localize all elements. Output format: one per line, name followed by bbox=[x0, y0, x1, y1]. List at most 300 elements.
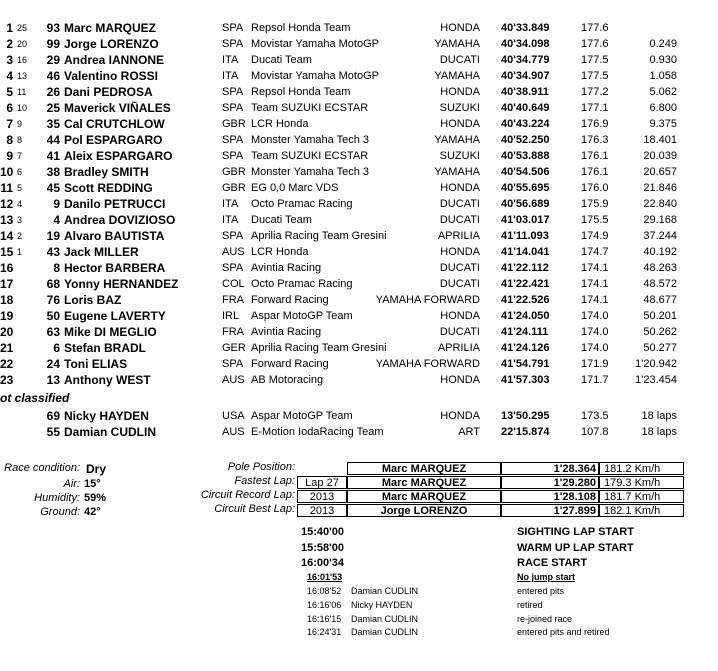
avg-speed: 177.6 bbox=[581, 22, 609, 34]
total-time: 40'52.250 bbox=[501, 134, 550, 146]
avg-speed: 177.5 bbox=[581, 70, 609, 82]
nation: SPA bbox=[222, 262, 244, 274]
gap: 20.657 bbox=[643, 166, 677, 178]
team-name: Movistar Yamaha MotoGP bbox=[251, 70, 379, 82]
nation: AUS bbox=[222, 246, 245, 258]
rider-number: 45 bbox=[46, 181, 60, 195]
result-row bbox=[0, 324, 718, 340]
rider-number: 26 bbox=[46, 85, 60, 99]
grid-position: 13 bbox=[17, 71, 28, 81]
nation: SPA bbox=[222, 22, 244, 34]
position: 6 bbox=[6, 101, 13, 115]
rider-number: 35 bbox=[46, 117, 60, 131]
result-row bbox=[0, 340, 718, 356]
total-time: 41'24.050 bbox=[501, 310, 550, 322]
position: 4 bbox=[6, 69, 13, 83]
nation: COL bbox=[222, 278, 245, 290]
position: 3 bbox=[6, 53, 13, 67]
position: 5 bbox=[6, 85, 13, 99]
record-label: Circuit Best Lap: bbox=[214, 503, 295, 515]
event-description: entered pits and retired bbox=[517, 627, 610, 637]
event-description: RACE START bbox=[517, 557, 588, 569]
gap: 22.840 bbox=[643, 198, 677, 210]
manufacturer: HONDA bbox=[440, 246, 480, 258]
event-description: re-joined race bbox=[517, 614, 573, 624]
record-label: Pole Position: bbox=[227, 461, 295, 473]
nation: AUS bbox=[222, 426, 245, 438]
humidity-label: Humidity: bbox=[34, 492, 80, 504]
team-name: Repsol Honda Team bbox=[251, 22, 351, 34]
result-row bbox=[0, 100, 718, 116]
grid-position: 3 bbox=[17, 215, 23, 225]
position: 22 bbox=[0, 357, 14, 371]
grid-position: 5 bbox=[17, 183, 23, 193]
manufacturer: YAMAHA bbox=[434, 166, 480, 178]
nation: ITA bbox=[222, 198, 239, 210]
avg-speed: 174.9 bbox=[581, 230, 609, 242]
event-description: SIGHTING LAP START bbox=[517, 526, 634, 538]
manufacturer: SUZUKI bbox=[439, 150, 480, 162]
team-name: LCR Honda bbox=[251, 118, 309, 130]
result-row bbox=[0, 276, 718, 292]
nation: SPA bbox=[222, 102, 244, 114]
position: 12 bbox=[0, 197, 14, 211]
result-row bbox=[0, 20, 718, 36]
rider-number: 29 bbox=[46, 53, 60, 67]
team-name: AB Motoracing bbox=[251, 374, 324, 386]
not-classified-heading: ot classified bbox=[0, 391, 70, 405]
event-time: 16:16'06 bbox=[307, 600, 342, 610]
total-time: 40'54.506 bbox=[501, 166, 550, 178]
result-row bbox=[0, 116, 718, 132]
grid-position: 20 bbox=[17, 39, 28, 49]
rider-number: 41 bbox=[46, 149, 60, 163]
position: 19 bbox=[0, 309, 14, 323]
nation: SPA bbox=[222, 150, 244, 162]
team-name: Aspar MotoGP Team bbox=[251, 310, 353, 322]
avg-speed: 176.1 bbox=[581, 150, 609, 162]
avg-speed: 175.9 bbox=[581, 198, 609, 210]
rider-number: 19 bbox=[46, 229, 60, 243]
rider-number: 38 bbox=[46, 165, 60, 179]
position: 9 bbox=[6, 149, 13, 163]
manufacturer: APRILIA bbox=[437, 342, 480, 354]
event-rider: Damian CUDLIN bbox=[351, 627, 419, 637]
total-time: 40'43.224 bbox=[501, 118, 550, 130]
team-name: Forward Racing bbox=[251, 294, 329, 306]
rider-number: 24 bbox=[46, 357, 60, 371]
race-condition-value: Dry bbox=[86, 462, 107, 476]
rider-name: Nicky HAYDEN bbox=[64, 409, 149, 423]
rider-name: Valentino ROSSI bbox=[64, 69, 159, 83]
result-row bbox=[0, 228, 718, 244]
event-rider: Damian CUDLIN bbox=[351, 586, 419, 596]
nation: SPA bbox=[222, 134, 244, 146]
total-time: 40'53.888 bbox=[501, 150, 550, 162]
nation: ITA bbox=[222, 214, 239, 226]
nation: GER bbox=[222, 342, 246, 354]
rider-name: Damian CUDLIN bbox=[64, 425, 157, 439]
event-description: WARM UP LAP START bbox=[517, 542, 634, 554]
manufacturer: HONDA bbox=[440, 118, 480, 130]
record-speed: 182.1 Km/h bbox=[599, 504, 684, 517]
gap: 1'23.454 bbox=[635, 374, 677, 386]
record-time: 1'27.899 bbox=[501, 504, 599, 517]
gap: 6.800 bbox=[649, 102, 677, 114]
rider-number: 8 bbox=[53, 261, 60, 275]
manufacturer: ART bbox=[458, 426, 480, 438]
rider-name: Pol ESPARGARO bbox=[64, 133, 163, 147]
manufacturer: HONDA bbox=[440, 182, 480, 194]
grid-position: 7 bbox=[17, 151, 23, 161]
gap: 5.062 bbox=[649, 86, 677, 98]
gap: 21.846 bbox=[643, 182, 677, 194]
record-lap: 2013 bbox=[297, 490, 347, 503]
grid-position: 10 bbox=[17, 103, 28, 113]
nation: GBR bbox=[222, 118, 246, 130]
rider-name: Stefan BRADL bbox=[64, 341, 147, 355]
rider-number: 68 bbox=[46, 277, 60, 291]
nation: FRA bbox=[222, 294, 244, 306]
manufacturer: HONDA bbox=[440, 86, 480, 98]
event-time: 16:00'34 bbox=[301, 557, 344, 569]
gap: 0.249 bbox=[649, 38, 677, 50]
event-time: 16:24'31 bbox=[307, 627, 342, 637]
nation: GBR bbox=[222, 166, 246, 178]
manufacturer: DUCATI bbox=[439, 262, 480, 274]
total-time: 41'24.111 bbox=[501, 326, 549, 338]
rider-name: Danilo PETRUCCI bbox=[64, 197, 166, 211]
avg-speed: 177.1 bbox=[581, 102, 609, 114]
gap: 9.375 bbox=[649, 118, 677, 130]
nation: ITA bbox=[222, 54, 239, 66]
rider-number: 6 bbox=[53, 341, 60, 355]
team-name: Forward Racing bbox=[251, 358, 329, 370]
rider-name: Bradley SMITH bbox=[64, 165, 149, 179]
avg-speed: 171.7 bbox=[581, 374, 609, 386]
rider-number: 43 bbox=[46, 245, 60, 259]
team-name: Aspar MotoGP Team bbox=[251, 410, 353, 422]
manufacturer: SUZUKI bbox=[439, 102, 480, 114]
gap: 18 laps bbox=[641, 410, 677, 422]
result-row bbox=[0, 408, 718, 424]
result-row bbox=[0, 424, 718, 440]
team-name: Team SUZUKI ECSTAR bbox=[251, 150, 369, 162]
result-row bbox=[0, 36, 718, 52]
record-speed: 181.7 Km/h bbox=[599, 490, 684, 503]
nation: SPA bbox=[222, 86, 244, 98]
total-time: 40'34.779 bbox=[501, 54, 550, 66]
team-name: EG 0,0 Marc VDS bbox=[251, 182, 339, 194]
rider-name: Maverick VIÑALES bbox=[64, 101, 171, 115]
position: 23 bbox=[0, 373, 14, 387]
total-time: 41'03.017 bbox=[501, 214, 550, 226]
gap: 37.244 bbox=[643, 230, 677, 242]
record-speed: 179.3 Km/h bbox=[599, 476, 684, 489]
gap: 50.277 bbox=[643, 342, 677, 354]
grid-position: 25 bbox=[17, 23, 28, 33]
total-time: 41'14.041 bbox=[501, 246, 550, 258]
avg-speed: 174.1 bbox=[581, 294, 609, 306]
manufacturer: HONDA bbox=[440, 22, 480, 34]
nation: SPA bbox=[222, 358, 244, 370]
team-name: Monster Yamaha Tech 3 bbox=[251, 134, 370, 146]
rider-number: 99 bbox=[46, 37, 60, 51]
avg-speed: 174.0 bbox=[581, 342, 609, 354]
team-name: Avintia Racing bbox=[251, 262, 322, 274]
rider-name: Alvaro BAUTISTA bbox=[64, 229, 165, 243]
grid-position: 1 bbox=[17, 247, 23, 257]
record-rider: Marc MARQUEZ bbox=[347, 490, 501, 503]
result-row bbox=[0, 260, 718, 276]
avg-speed: 177.5 bbox=[581, 54, 609, 66]
gap: 18.401 bbox=[643, 134, 677, 146]
position: 20 bbox=[0, 325, 14, 339]
rider-name: Jorge LORENZO bbox=[64, 37, 159, 51]
position: 8 bbox=[6, 133, 13, 147]
rider-name: Cal CRUTCHLOW bbox=[64, 117, 165, 131]
total-time: 41'57.303 bbox=[501, 374, 550, 386]
rider-name: Yonny HERNANDEZ bbox=[64, 277, 179, 291]
team-name: Avintia Racing bbox=[251, 326, 322, 338]
result-row bbox=[0, 356, 718, 372]
result-row bbox=[0, 308, 718, 324]
gap: 48.677 bbox=[643, 294, 677, 306]
position: 1 bbox=[6, 21, 13, 35]
rider-number: 13 bbox=[46, 373, 60, 387]
result-row bbox=[0, 52, 718, 68]
total-time: 40'55.695 bbox=[501, 182, 550, 194]
team-name: Aprilia Racing Team Gresini bbox=[251, 342, 387, 354]
avg-speed: 176.1 bbox=[581, 166, 609, 178]
rider-name: Aleix ESPARGARO bbox=[64, 149, 173, 163]
position: 21 bbox=[0, 341, 14, 355]
humidity-value: 59% bbox=[84, 492, 107, 504]
position: 13 bbox=[0, 213, 14, 227]
avg-speed: 171.9 bbox=[581, 358, 609, 370]
avg-speed: 176.3 bbox=[581, 134, 609, 146]
event-time: 15:58'00 bbox=[301, 542, 344, 554]
result-row bbox=[0, 84, 718, 100]
ground-temp-label: Ground: bbox=[40, 506, 80, 518]
manufacturer: HONDA bbox=[440, 374, 480, 386]
result-row bbox=[0, 132, 718, 148]
grid-position: 4 bbox=[17, 199, 23, 209]
grid-position: 6 bbox=[17, 167, 23, 177]
grid-position: 2 bbox=[17, 231, 23, 241]
rider-name: Andrea DOVIZIOSO bbox=[64, 213, 176, 227]
gap: 50.201 bbox=[643, 310, 677, 322]
gap: 18 laps bbox=[641, 426, 677, 438]
grid-position: 9 bbox=[17, 119, 23, 129]
air-temp-value: 15° bbox=[84, 478, 101, 490]
manufacturer: DUCATI bbox=[439, 214, 480, 226]
nation: IRL bbox=[222, 310, 240, 322]
rider-name: Scott REDDING bbox=[64, 181, 153, 195]
total-time: 40'34.098 bbox=[501, 38, 550, 50]
avg-speed: 176.9 bbox=[581, 118, 609, 130]
team-name: Monster Yamaha Tech 3 bbox=[251, 166, 370, 178]
avg-speed: 173.5 bbox=[581, 410, 609, 422]
air-temp-label: Air: bbox=[63, 478, 80, 490]
result-row bbox=[0, 68, 718, 84]
gap: 40.192 bbox=[643, 246, 677, 258]
total-time: 40'38.911 bbox=[501, 86, 549, 98]
manufacturer: DUCATI bbox=[439, 54, 480, 66]
rider-name: Loris BAZ bbox=[64, 293, 122, 307]
rider-number: 4 bbox=[53, 213, 60, 227]
rider-name: Dani PEDROSA bbox=[64, 85, 153, 99]
total-time: 40'56.689 bbox=[501, 198, 550, 210]
total-time: 13'50.295 bbox=[501, 410, 550, 422]
gap: 1.058 bbox=[649, 70, 677, 82]
rider-number: 25 bbox=[46, 101, 60, 115]
manufacturer: YAMAHA bbox=[434, 134, 480, 146]
team-name: Aprilia Racing Team Gresini bbox=[251, 230, 387, 242]
rider-name: Toni ELIAS bbox=[64, 357, 128, 371]
position: 10 bbox=[0, 165, 14, 179]
record-speed: 181.2 Km/h bbox=[599, 462, 684, 475]
position: 7 bbox=[6, 117, 13, 131]
gap: 48.263 bbox=[643, 262, 677, 274]
total-time: 41'22.421 bbox=[501, 278, 550, 290]
gap: 0.930 bbox=[649, 54, 677, 66]
avg-speed: 174.0 bbox=[581, 310, 609, 322]
total-time: 40'40.649 bbox=[501, 102, 550, 114]
event-time: 16:01'53 bbox=[307, 572, 343, 582]
record-rider: Jorge LORENZO bbox=[347, 504, 501, 517]
position: 15 bbox=[0, 245, 14, 259]
result-row bbox=[0, 372, 718, 388]
grid-position: 16 bbox=[17, 55, 28, 65]
team-name: Octo Pramac Racing bbox=[251, 278, 353, 290]
team-name: Ducati Team bbox=[251, 54, 312, 66]
team-name: Octo Pramac Racing bbox=[251, 198, 353, 210]
avg-speed: 107.8 bbox=[581, 426, 609, 438]
rider-number: 46 bbox=[46, 69, 60, 83]
rider-name: Jack MILLER bbox=[64, 245, 139, 259]
event-time: 16:16'15 bbox=[307, 614, 342, 624]
nation: USA bbox=[222, 410, 245, 422]
record-rider: Marc MARQUEZ bbox=[347, 462, 501, 475]
result-row bbox=[0, 180, 718, 196]
manufacturer: YAMAHA FORWARD bbox=[375, 358, 480, 370]
record-label: Fastest Lap: bbox=[234, 475, 295, 487]
event-description: entered pits bbox=[517, 586, 565, 596]
nation: SPA bbox=[222, 230, 244, 242]
total-time: 41'24.126 bbox=[501, 342, 550, 354]
rider-number: 9 bbox=[53, 197, 60, 211]
manufacturer: APRILIA bbox=[437, 230, 480, 242]
gap: 29.168 bbox=[643, 214, 677, 226]
nation: GBR bbox=[222, 182, 246, 194]
event-rider: Nicky HAYDEN bbox=[351, 600, 413, 610]
grid-position: 11 bbox=[17, 87, 27, 97]
position: 17 bbox=[0, 277, 14, 291]
nation: FRA bbox=[222, 326, 244, 338]
gap: 1'20.942 bbox=[635, 358, 677, 370]
rider-number: 93 bbox=[46, 21, 60, 35]
rider-name: Andrea IANNONE bbox=[64, 53, 165, 67]
team-name: E-Motion IodaRacing Team bbox=[251, 426, 384, 438]
result-row bbox=[0, 148, 718, 164]
manufacturer: HONDA bbox=[440, 410, 480, 422]
position: 11 bbox=[0, 181, 13, 195]
result-row bbox=[0, 196, 718, 212]
position: 2 bbox=[6, 37, 13, 51]
result-row bbox=[0, 164, 718, 180]
event-description: No jump start bbox=[517, 572, 576, 582]
rider-name: Mike DI MEGLIO bbox=[64, 325, 157, 339]
gap: 50.262 bbox=[643, 326, 677, 338]
rider-number: 69 bbox=[46, 409, 60, 423]
total-time: 41'11.093 bbox=[501, 230, 549, 242]
manufacturer: YAMAHA bbox=[434, 70, 480, 82]
position: 16 bbox=[0, 261, 14, 275]
manufacturer: DUCATI bbox=[439, 198, 480, 210]
position: 14 bbox=[0, 229, 14, 243]
rider-name: Anthony WEST bbox=[64, 373, 151, 387]
total-time: 22'15.874 bbox=[501, 426, 550, 438]
event-time: 16:08'52 bbox=[307, 586, 342, 596]
record-lap: 2013 bbox=[297, 504, 347, 517]
ground-temp-value: 42° bbox=[84, 506, 101, 518]
team-name: Movistar Yamaha MotoGP bbox=[251, 38, 379, 50]
record-time: 1'28.108 bbox=[501, 490, 599, 503]
team-name: LCR Honda bbox=[251, 246, 309, 258]
manufacturer: YAMAHA bbox=[434, 38, 480, 50]
gap: 20.039 bbox=[643, 150, 677, 162]
record-time: 1'29.280 bbox=[501, 476, 599, 489]
rider-name: Eugene LAVERTY bbox=[64, 309, 166, 323]
avg-speed: 177.6 bbox=[581, 38, 609, 50]
result-row bbox=[0, 244, 718, 260]
avg-speed: 177.2 bbox=[581, 86, 609, 98]
event-rider: Damian CUDLIN bbox=[351, 614, 419, 624]
record-time: 1'28.364 bbox=[501, 462, 599, 475]
rider-number: 55 bbox=[46, 425, 60, 439]
total-time: 41'22.112 bbox=[501, 262, 549, 274]
team-name: Ducati Team bbox=[251, 214, 312, 226]
nation: ITA bbox=[222, 70, 239, 82]
record-label: Circuit Record Lap: bbox=[200, 489, 295, 501]
event-description: retired bbox=[517, 600, 543, 610]
team-name: Team SUZUKI ECSTAR bbox=[251, 102, 369, 114]
rider-number: 50 bbox=[46, 309, 60, 323]
manufacturer: YAMAHA FORWARD bbox=[375, 294, 480, 306]
team-name: Repsol Honda Team bbox=[251, 86, 351, 98]
avg-speed: 174.1 bbox=[581, 262, 609, 274]
avg-speed: 174.7 bbox=[581, 246, 609, 258]
race-condition-label: Race condition: bbox=[4, 462, 80, 474]
nation: SPA bbox=[222, 38, 244, 50]
record-lap: Lap 27 bbox=[297, 476, 347, 489]
grid-position: 8 bbox=[17, 135, 23, 145]
rider-name: Hector BARBERA bbox=[64, 261, 166, 275]
manufacturer: DUCATI bbox=[439, 326, 480, 338]
avg-speed: 176.0 bbox=[581, 182, 609, 194]
avg-speed: 175.5 bbox=[581, 214, 609, 226]
event-time: 15:40'00 bbox=[301, 526, 344, 538]
avg-speed: 174.1 bbox=[581, 278, 609, 290]
record-rider: Marc MARQUEZ bbox=[347, 476, 501, 489]
total-time: 41'54.791 bbox=[501, 358, 550, 370]
manufacturer: HONDA bbox=[440, 310, 480, 322]
nation: AUS bbox=[222, 374, 245, 386]
result-row bbox=[0, 212, 718, 228]
total-time: 40'34.907 bbox=[501, 70, 550, 82]
rider-number: 63 bbox=[46, 325, 60, 339]
